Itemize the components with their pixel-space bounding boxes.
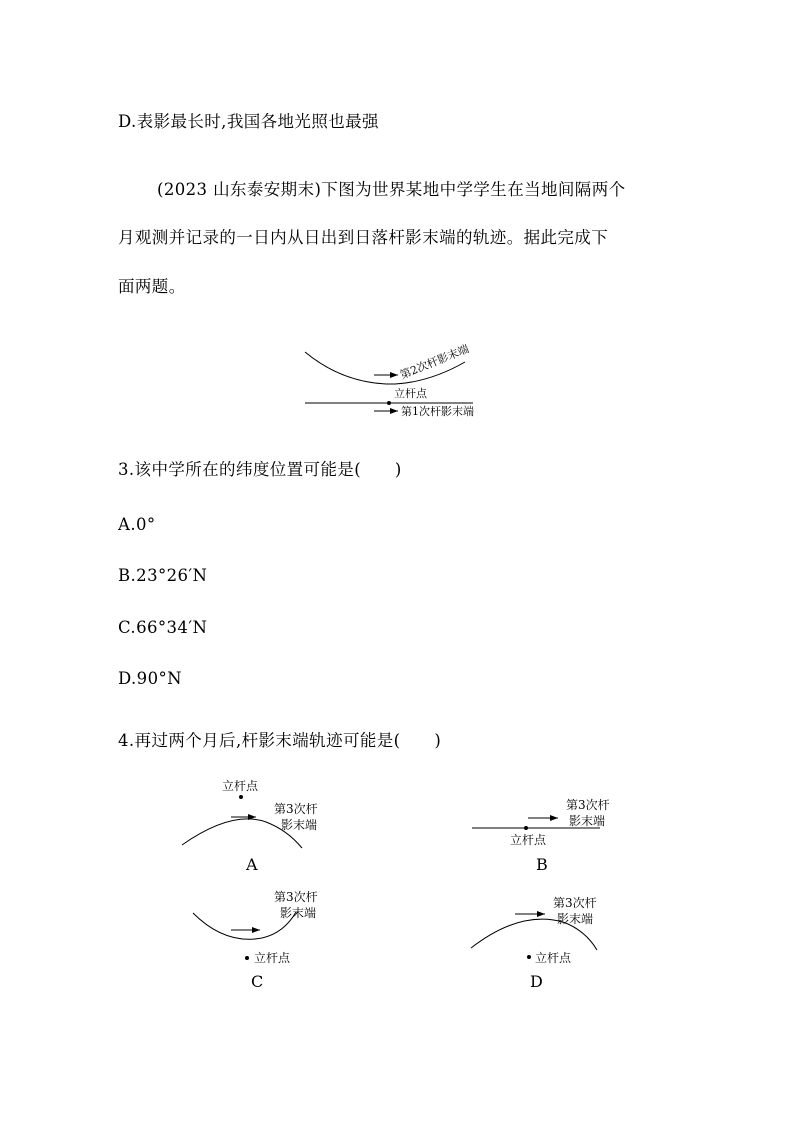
intro-line-2: 月观测并记录的一日内从日出到日落杆影末端的轨迹。据此完成下 [118, 228, 609, 247]
panel-a-trace-curve [182, 819, 302, 848]
panel-c-pole-point [245, 956, 249, 960]
q3-stem: 3.该中学所在的纬度位置可能是( ) [118, 460, 402, 479]
panel-b-letter: B [536, 855, 548, 874]
intro-line-1: (2023 山东泰安期末)下图为世界某地中学学生在当地间隔两个 [157, 180, 626, 199]
pole-point [387, 401, 391, 405]
panel-b-pole-label: 立杆点 [510, 833, 547, 847]
panel-d-letter: D [530, 972, 543, 991]
second-trace-label: 第2次杆影末端 [398, 342, 471, 382]
intro-line-3: 面两题。 [118, 277, 186, 296]
first-trace-label: 第1次杆影末端 [401, 405, 474, 418]
panel-c-trace-label-1: 第3次杆 [274, 890, 318, 904]
panel-a-pole-point [239, 795, 243, 799]
panel-c-pole-label: 立杆点 [254, 951, 291, 965]
q3-option-c[interactable]: C.66°34′N [118, 618, 208, 637]
q4-panel-c[interactable] [193, 889, 318, 991]
panel-d-pole-label: 立杆点 [535, 951, 572, 965]
panel-a-trace-label-1: 第3次杆 [274, 802, 318, 816]
panel-c-trace-label-2: 影末端 [280, 906, 317, 920]
panel-a-trace-label-2: 影末端 [281, 818, 318, 832]
q4-panel-d[interactable] [471, 895, 597, 991]
panel-a-letter: A [246, 855, 258, 874]
pole-label: 立杆点 [394, 387, 427, 400]
panel-b-trace-label-1: 第3次杆 [566, 798, 610, 812]
q3-option-b[interactable]: B.23°26′N [118, 566, 208, 585]
q4-stem: 4.再过两个月后,杆影末端轨迹可能是( ) [118, 731, 442, 750]
panel-d-trace-label-2: 影末端 [557, 912, 594, 926]
panel-c-trace-curve [193, 912, 296, 939]
q3-option-a[interactable]: A.0° [118, 515, 156, 534]
q4-panel-b[interactable] [472, 797, 610, 874]
panel-d-trace-curve [471, 919, 597, 950]
second-trace-curve [305, 352, 465, 384]
panel-c-letter: C [251, 972, 264, 991]
option-d-previous: D.表影最长时,我国各地光照也最强 [118, 112, 379, 131]
panel-d-pole-point [527, 955, 531, 959]
panel-d-trace-label-1: 第3次杆 [553, 896, 597, 910]
panel-b-trace-label-2: 影末端 [569, 814, 606, 828]
q4-panel-a[interactable] [182, 778, 318, 874]
panel-b-pole-point [524, 826, 528, 830]
panel-a-pole-label: 立杆点 [222, 779, 259, 793]
q3-option-d[interactable]: D.90°N [118, 669, 182, 688]
